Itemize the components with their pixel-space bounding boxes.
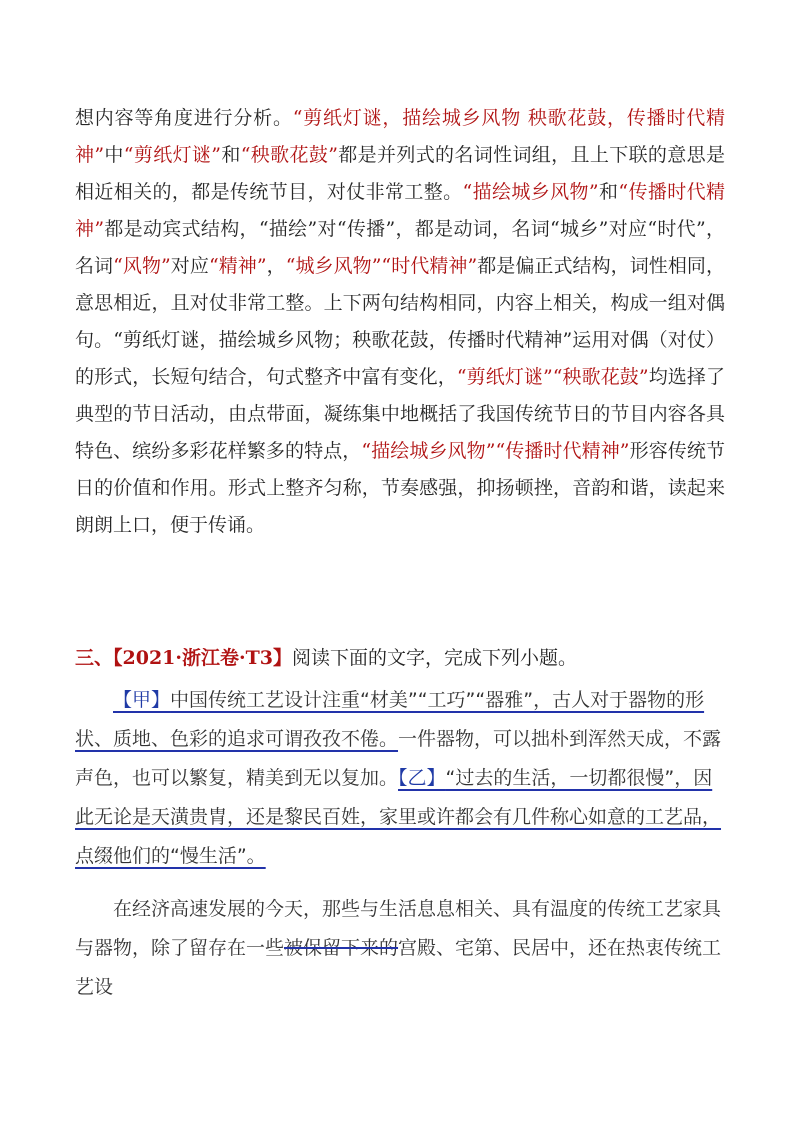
analysis-segment: 对应 [170,255,209,277]
question-heading [75,641,725,675]
analysis-segment: “描绘城乡风物” [462,181,599,203]
passage2-before: 在经济高速发展的今天，那些与生活息息相关、具有温度的传统工艺家具与器物，除了留存在一些 [75,898,722,959]
passage1-sentence-3: “过去的生活，一切都很慢”，因此无论是天潢贵胄，还是黎民百姓，家里或许都会有几件称心如意的工艺品，点缀他们的“慢生活”。 [75,767,722,867]
analysis-segment: “剪纸灯谜” [123,144,221,166]
analysis-paragraph [75,100,725,544]
analysis-segment: “精神” [208,255,267,277]
analysis-segment: “传播时代精神” [75,181,725,240]
passage-paragraph-2 [75,890,725,1007]
analysis-segment: 中 [104,144,124,166]
analysis-segment: 和 [598,181,619,203]
analysis-segment: ， [266,255,286,277]
analysis-segment: “剪纸灯谜”“秧歌花鼓” [456,366,649,388]
question-number: 三、 [75,647,114,669]
analysis-segment: “风物” [113,255,171,277]
analysis-segment: 形容传统节日的价值和作用。形式上整齐匀称，节奏感强，抑扬顿挫，音韵和谐，读起来朗朗上口，便于传诵。 [75,440,725,536]
passage2-struck-text: 被保留下来的 [284,937,399,959]
passage2-after: 宫殿、宅第、民居中，还在热衷传统工艺设 [75,937,722,998]
passage1-sentence-2: 一件器物，可以拙朴到浑然天成，不露声色，也可以繁复，精美到无以复加。 [75,728,722,789]
analysis-segment: 都是偏正式结构，词性相同，意思相近，且对仗非常工整。上下两句结构相同，内容上相关，构成一组对偶句。“剪纸灯谜，描绘城乡风物；秧歌花鼓，传播时代精神”运用对偶（对仗）的形式，长短句结合，句式整齐中富有变化， [75,255,725,388]
analysis-segment: 都是并列式的名词性词组，且上下联的意思是相近相关的，都是传统节目，对仗非常工整。 [75,144,725,203]
analysis-segment: “城乡风物”“时代精神” [285,255,478,277]
analysis-segment: “描绘城乡风物”“传播时代精神” [361,440,630,462]
marker-jia: 【甲】 [113,689,171,711]
passage1-sentence-1: 中国传统工艺设计注重“材美”“工巧”“器雅”，古人对于器物的形状、质地、色彩的追求可谓孜孜不倦。 [75,689,705,750]
analysis-segment: “剪纸灯谜，描绘城乡风物 秧歌花鼓，传播时代精神” [75,107,725,166]
analysis-segment: “秧歌花鼓” [240,144,338,166]
analysis-segment: 均选择了典型的节日活动，由点带面，凝练集中地概括了我国传统节日的节目内容各具特色、缤纷多彩花样繁多的特点， [75,366,725,462]
marker-yi: 【乙】 [398,767,446,789]
source-tag: 【2021·浙江卷·T3】 [113,647,292,669]
question-instruction: 阅读下面的文字，完成下列小题。 [292,647,578,669]
analysis-segment: 和 [221,144,241,166]
passage-paragraph-1 [75,681,725,876]
analysis-segment: 都是动宾式结构，“描绘”对“传播”，都是动词，名词“城乡”对应“时代”，名词 [75,218,725,277]
analysis-segment: 想内容等角度进行分析。 [75,107,293,129]
